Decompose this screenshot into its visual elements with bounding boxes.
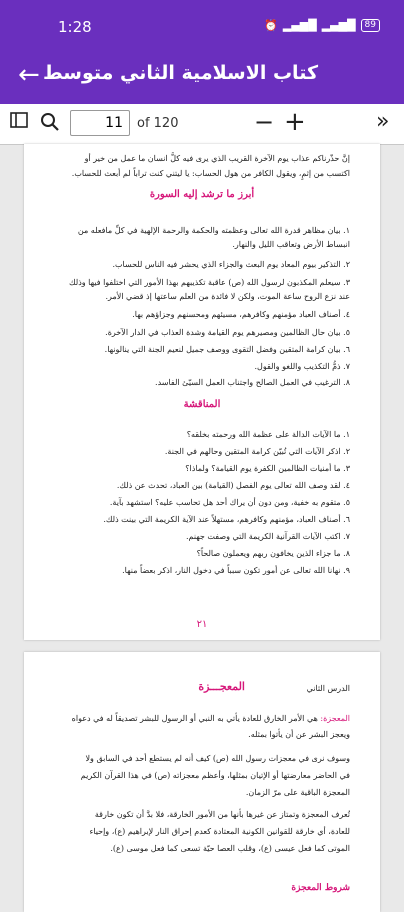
back-arrow-icon[interactable]: ←: [18, 60, 40, 90]
definition-text: هي الأمر الخارق للعادة يأتي به النبي أو الرسول للبشر تصديقاً له في دعواه: [71, 714, 321, 723]
signal-icon-2: ▂▄▆█: [321, 19, 356, 32]
intro-line: إنَّ حذّرناكم عذاب يوم الآخرة القريب الذي يرى فيه كلُّ انسان ما عمل من خير أو: [84, 154, 350, 163]
paragraph-line: الموتى كما فعل عيسى (ع)، وقلب العصا حيّة تسعى كما فعل موسى (ع).: [110, 844, 350, 853]
question-line: ٩. نهانا الله تعالى عن أمور تكون سبباً في دخول النار، اذكر بعضاً منها.: [122, 566, 350, 575]
paragraph-line: المعجزة الباقية على مرّ الزمان.: [245, 788, 350, 797]
page-number: ٢١: [196, 619, 208, 630]
lesson-title: المعجـــزة: [198, 680, 245, 693]
point-line: ٥. بيان حال الظالمين ومصيرهم يوم القيامة وشدة العذاب في الدار الآخرة.: [105, 328, 350, 337]
book-title: كتاب الاسلامية الثاني متوسط: [42, 62, 318, 84]
search-icon[interactable]: [40, 112, 60, 137]
alarm-icon: ⏰: [264, 19, 278, 32]
intro-line: اكتسب من إثمٍ، ويقول الكافر من هول الحساب: يا ليتني كنت تراباً لم أبعث للحساب.: [71, 169, 350, 178]
status-time: 1:28: [58, 18, 92, 36]
point-line: ٨. الترغيب في العمل الصالح واجتناب العمل السيّئ الفاسد.: [155, 378, 350, 387]
paragraph-line: للعادة، أي خارقة للقوانين الكونية المعتادة كعدم إحراق النار لإبراهيم (ع)، وإحياء: [89, 827, 350, 836]
question-line: ٥. متقوم به خفية، ومن دون أن يراك أحد هل تحاسب عليه؟ استشهد بآية.: [109, 498, 350, 507]
question-line: ٣. ما أمنيات الظالمين الكفرة يوم القيامة؟ ولماذا؟: [185, 464, 350, 473]
status-icons: [264, 19, 380, 32]
sidebar-toggle-icon[interactable]: [10, 112, 28, 133]
subheading: شروط المعجزة: [291, 883, 350, 893]
point-line: ١. بيان مظاهر قدرة الله تعالى وعظمته والحكمة والرحمة الإلهية في كلِّ مافعله من: [77, 226, 350, 235]
question-line: ٨. ما جزاء الذين يخافون ربهم ويعملون صالحاً؟: [196, 549, 350, 558]
paragraph-line: [54, 712, 350, 725]
zoom-out-icon[interactable]: −: [254, 108, 275, 136]
question-line: ٢. اذكر الآيات التي تُبيّن كرامة المتقين وحالهم في الجنة.: [164, 447, 350, 456]
section-heading: أبرز ما ترشد إليه السورة: [149, 189, 255, 200]
point-line: ٣. سيعلم المكذبون لرسول الله (ص) عاقبة تكذيبهم بهذا الأمور التي اختلفوا فيها وذلك: [69, 278, 350, 287]
point-line: ٦. بيان كرامة المتقين وفضل التقوى ووصف جميل لنعيم الجنة التي ينالونها.: [104, 345, 350, 354]
question-line: ٧. اكتب الآيات القرآنية الكريمة التي وصفت جهنم.: [185, 532, 350, 541]
point-line: ٤. أصناف العباد مؤمنهم وكافرهم، مسيئهم ومحسنهم وجزاؤهم بها.: [132, 310, 350, 319]
paragraph-line: تُعرف المعجزة وتمتاز عن غيرها بأنها من الأمور الخارقة، فلا بدَّ أن تكون خارقة: [94, 810, 350, 819]
more-tools-icon[interactable]: »: [376, 109, 390, 134]
app-bar: [0, 48, 404, 104]
point-line: عند نزع الروح ساعة الموت، ولكن لا فائدة من العلم ساعتها إذ قضي الأمر.: [105, 292, 350, 301]
page-number-input[interactable]: 11: [70, 110, 130, 136]
paragraph-line: وسوف نرى في معجزات رسول الله (ص) كيف أنه لم يستطع أحد في السابق ولا: [85, 754, 350, 763]
question-line: ٦. أصناف العباد، مؤمنهم وكافرهم، مستهلاً عند الآية الكريمة التي بينت ذلك.: [103, 515, 350, 524]
pdf-toolbar: [0, 104, 404, 145]
point-line: ٢. التذكير بيوم المعاد يوم البعث والجزاء الذي يحشر فيه الناس للحساب.: [112, 260, 350, 269]
zoom-in-icon[interactable]: +: [284, 107, 306, 137]
status-bar: [0, 0, 404, 48]
paragraph-line: في الحاضر معارضتها أو الإتيان بمثلها، وأعظم معجزاته (ص) في هذا القرآن الكريم: [80, 771, 350, 780]
battery-icon: 89: [361, 19, 380, 32]
question-line: ٤. لقد وصف الله تعالى يوم الفصل (القيامة) بين العباد، تحدث عن ذلك.: [116, 481, 350, 490]
signal-icon: ▂▄▆█: [282, 19, 317, 32]
term-label: المعجزة:: [320, 714, 350, 723]
pdf-page-21: [24, 144, 380, 640]
point-line: ٧. ذمُّ التكذيب واللغو والقول.: [254, 362, 350, 371]
paragraph-line: ويعجز البشر عن أن يأتوا بمثله.: [248, 730, 350, 739]
discussion-heading: المناقشة: [183, 399, 221, 410]
lesson-label: الدرس الثاني: [306, 684, 350, 693]
pdf-page-22: [24, 652, 380, 912]
point-line: انبساط الأرض وتعاقب الليل والنهار.: [232, 240, 350, 249]
question-line: ١. ما الآيات الدالة على عظمة الله ورحمته بخلقه؟: [186, 430, 350, 439]
page-count: of 120: [137, 116, 179, 131]
